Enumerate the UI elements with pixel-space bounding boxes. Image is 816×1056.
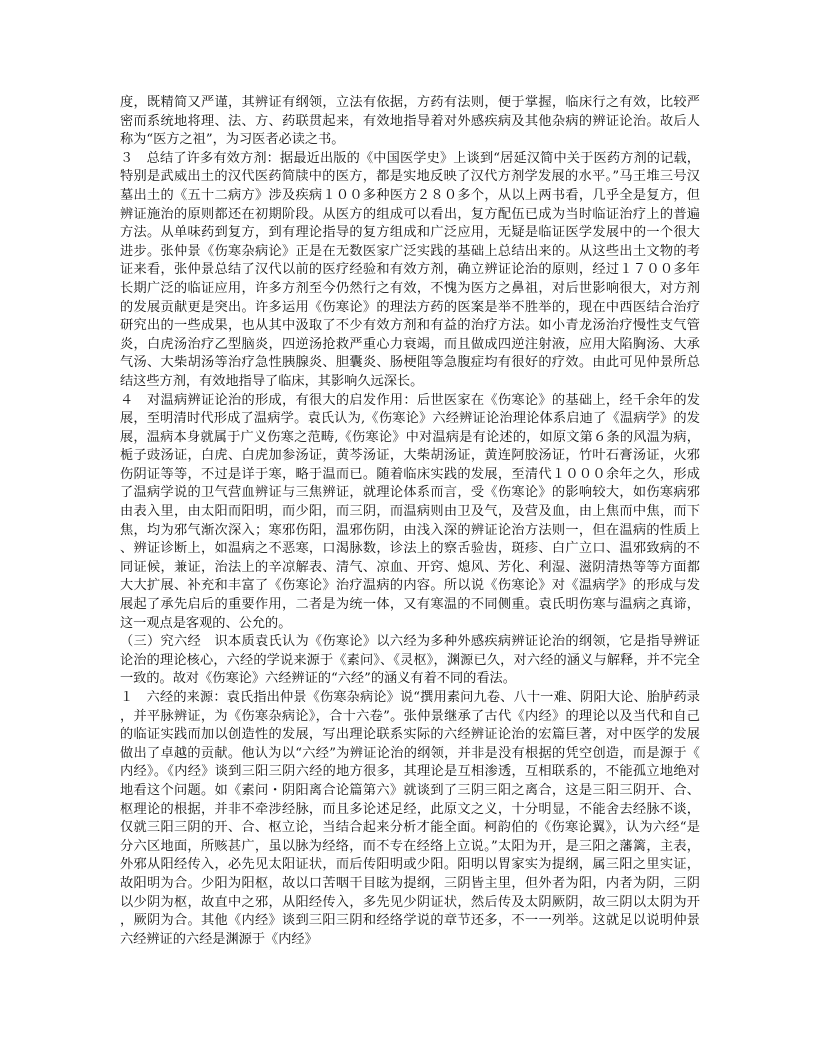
paragraph-heading-six-channels: （三）究六经 识本质袁氏认为《伤寒论》以六经为多种外感疾病辨证论治的纲领，它是指导辨证论治的理论核心，六经的学说来源于《素问》、《灵枢》，渊源已久，对六经的涵义与解释，并不完全一致的。故对《伤寒论》六经辨证的“六经”的涵义有着不同的看法。 <box>120 634 700 687</box>
paragraph-fangji-summary-end: 度，既精简又严谨，其辨证有纲领，立法有依据，方药有法则，便于掌握，临床行之有效，比较严密而系统地将理、法、方、药联贯起来，有效地指导着对外感疾病及其他杂病的辨证论治。故后人称为“医方之祖”，为习医者必读之书。 <box>120 95 700 148</box>
paragraph-section-3-effective-prescriptions: ３ 总结了许多有效方剂：据最近出版的《中国医学史》上谈到“居延汉简中关于医药方剂的记载，特别是武威出土的汉代医药简牍中的医方，都是实地反映了汉代方剂学发展的水平。”马王堆三号汉墓出土的《五十二病方》涉及疾病１００多种医方２８０多个，从以上两书看，几乎全是复方，但辨证施治的原则都还在初期阶段。从医方的组成可以看出，复方配伍已成为当时临证治疗上的普遍方法。从单味药到复方，到有理论指导的复方组成和广泛应用，无疑是临证医学发展中的一个很大进步。张仲景《伤寒杂病论》正是在无数医家广泛实践的基础上总结出来的。从这些出土文物的考证来看，张仲景总结了汉代以前的医疗经验和有效方剂，确立辨证论治的原则，经过１７００多年长期广泛的临证应用，许多方剂至今仍然行之有效，不愧为医方之鼻祖，对后世影响很大，对方剂的发展贡献更是突出。许多运用《伤寒论》的理法方药的医案是举不胜举的，现在中西医结合治疗研究出的一些成果，也从其中汲取了不少有效方剂和有益的治疗方法。如小青龙汤治疗慢性支气管炎，白虎汤治疗乙型脑炎，四逆汤抢救严重心力衰竭，而且做成四逆注射液，应用大陷胸汤、大承气汤、大柴胡汤等治疗急性胰腺炎、胆囊炎、肠梗阻等急腹症均有很好的疗效。由此可见仲景所总结这些方剂，有效地指导了临床，其影响久远深长。 <box>120 150 700 389</box>
paragraph-section-4-warm-disease: ４ 对温病辨证论治的形成，有很大的启发作用：后世医家在《伤寒论》的基础上，经千余年的发展，至明清时代形成了温病学。袁氏认为,《伤寒论》六经辨证论治理论体系启迪了《温病学》的发展，温病本身就属于广义伤寒之范畴,《伤寒论》中对温病是有论述的，如原文第６条的风温为病，栀子豉汤证，白虎、白虎加参汤证，黄芩汤证，大柴胡汤证，黄连阿胶汤证，竹叶石膏汤证，火邪伤阴证等等，不过是详于寒，略于温而已。随着临床实践的发展，至清代１０００余年之久，形成了温病学说的卫气营血辨证与三焦辨证，就理论体系而言，受《伤寒论》的影响较大，如伤寒病邪由表入里，由太阳而阳明，而少阳，而三阴，而温病则由卫及气，及营及血，由上焦而中焦，而下焦，均为邪气渐次深入；寒邪伤阳，温邪伤阴，由浅入深的辨证论治方法则一，但在温病的性质上、辨证诊断上，如温病之不恶寒，口渴脉数，诊法上的察舌验齿，斑疹、白广立口、温邪致病的不同证候，兼证，治法上的辛凉解表、清气、凉血、开窍、熄风、芳化、利湿、滋阴清热等等方面都大大扩展、补充和丰富了《伤寒论》治疗温病的内容。所以说《伤寒论》对《温病学》的形成与发展起了承先启后的重要作用，二者是为统一体，又有寒温的不同侧重。袁氏明伤寒与温病之真谛，这一观点是客观的、公允的。 <box>120 392 700 631</box>
document-body <box>120 94 700 949</box>
paragraph-section-1-six-channels-origin: １ 六经的来源：袁氏指出仲景《伤寒杂病论》说“撰用素问九卷、八十一难、阴阳大论、胎胪药录，并平脉辨证，为《伤寒杂病论》，合十六卷”。张仲景继承了古代《内经》的理论以及当代和自己的临证实践而加以创造性的发展，写出理论联系实际的六经辨证论治的宏篇巨著，对中医学的发展做出了卓越的贡献。他认为以“六经”为辨证论治的纲领，并非是没有根据的凭空创造，而是源于《内经》。《内经》谈到三阳三阴六经的地方很多，其理论是互相渗透，互相联系的，不能孤立地绝对地看这个问题。如《素问・阴阳离合论篇第六》就谈到了三阴三阳之离合，这是三阳三阴开、合、枢理论的根据，并非不牵涉经脉，而且多论述足经，此原文之义，十分明显，不能舍去经脉不谈，仅就三阳三阴的开、合、枢立论，当结合起来分析才能全面。柯韵伯的《伤寒论翼》，认为六经“是分六区地面，所赅甚广，虽以脉为经络，而不专在经络上立说。”太阳为开，是三阳之藩篱，主表，外邪从阳经传入，必先见太阳证状，而后传阳明或少阳。阳明以胃家实为提纲，属三阳之里实证，故阳明为合。少阳为阳枢，故以口苦咽干目眩为提纲，三阴皆主里，但外者为阳，内者为阴，三阴以少阴为枢，故直中之邪，从阳经传入，多先见少阴证状，然后传及太阴厥阴，故三阴以太阴为开，厥阴为合。其他《内经》谈到三阳三阴和经络学说的章节还多，不一一列举。这就足以说明仲景六经辨证的六经是渊源于《内经》 <box>120 690 700 947</box>
